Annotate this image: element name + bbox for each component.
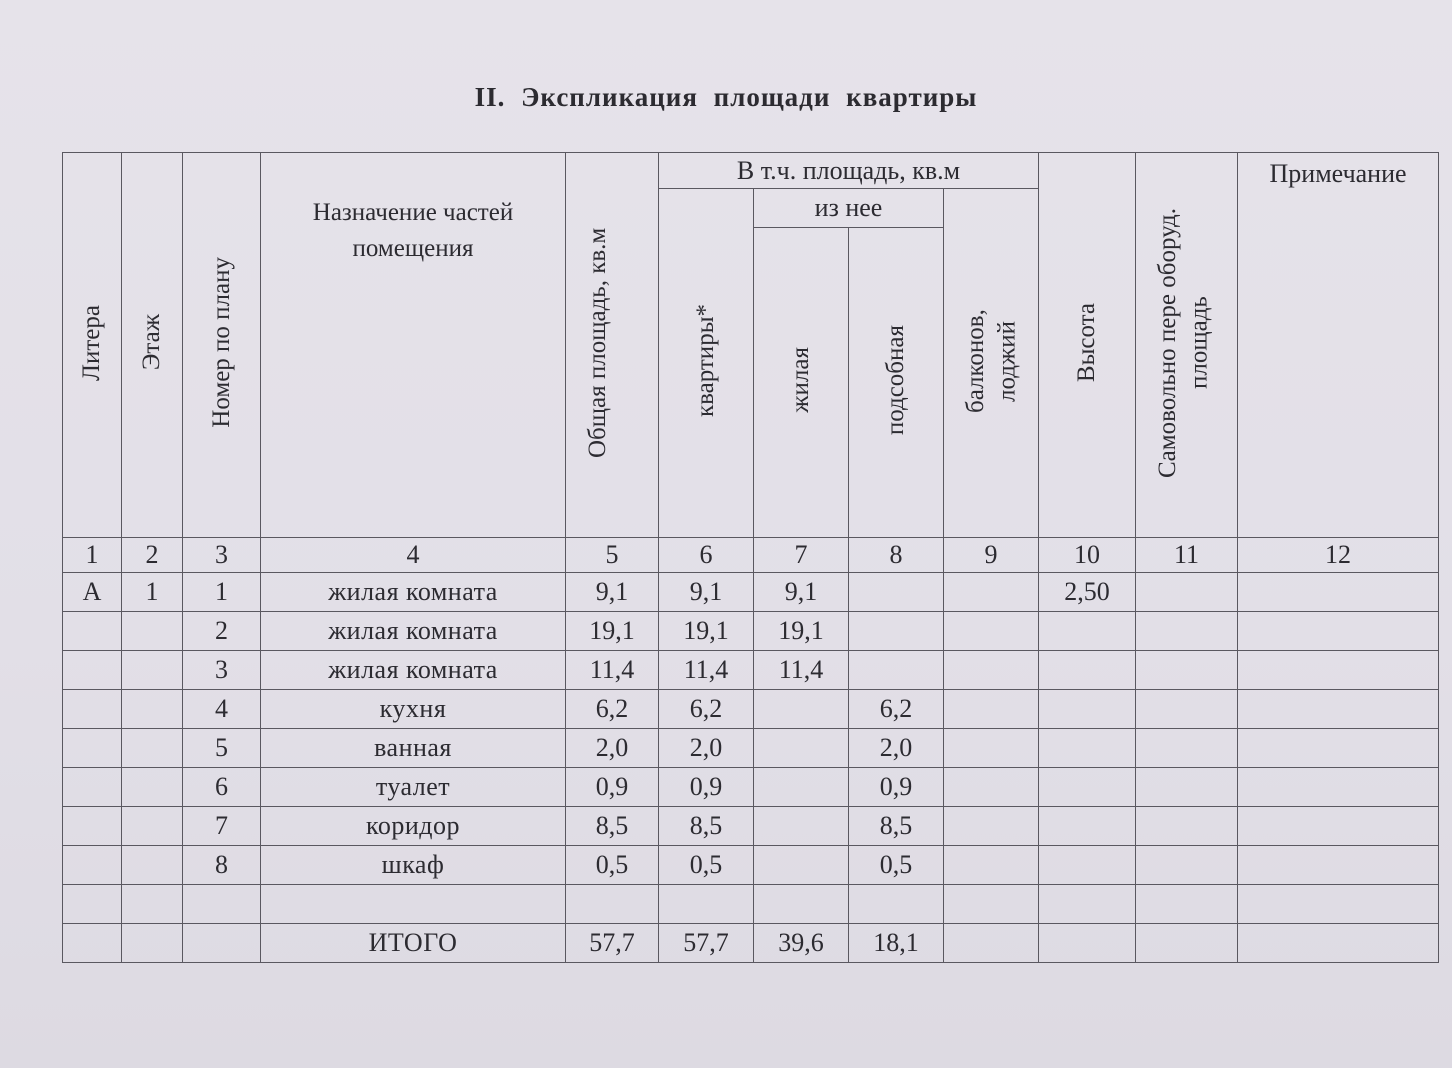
- cell-name: туалет: [261, 768, 566, 807]
- cell-vysota: [1039, 885, 1136, 924]
- cell-obshchaya: 0,5: [566, 846, 659, 885]
- cell-litera: [63, 729, 122, 768]
- cell-vysota: [1039, 924, 1136, 963]
- header-primechanie: Примечание: [1238, 153, 1439, 538]
- column-number: 4: [261, 538, 566, 573]
- cell-podsobnaya: [849, 885, 944, 924]
- cell-samovolno: [1136, 846, 1238, 885]
- cell-primechanie: [1238, 846, 1439, 885]
- cell-podsobnaya: 0,5: [849, 846, 944, 885]
- cell-podsobnaya: 18,1: [849, 924, 944, 963]
- cell-etazh: [122, 729, 183, 768]
- cell-kvartiry: 11,4: [659, 651, 754, 690]
- cell-zhilaya: 9,1: [754, 573, 849, 612]
- cell-vysota: [1039, 768, 1136, 807]
- cell-name: коридор: [261, 807, 566, 846]
- cell-podsobnaya: 6,2: [849, 690, 944, 729]
- cell-name: жилая комната: [261, 612, 566, 651]
- cell-balkonov: [944, 846, 1039, 885]
- column-number: 12: [1238, 538, 1439, 573]
- table-row: [63, 768, 1439, 807]
- cell-podsobnaya: [849, 651, 944, 690]
- cell-litera: [63, 885, 122, 924]
- table-row: [63, 573, 1439, 612]
- cell-balkonov: [944, 612, 1039, 651]
- cell-balkonov: [944, 924, 1039, 963]
- document-title: II. Экспликация площади квартиры: [474, 82, 978, 112]
- cell-litera: [63, 612, 122, 651]
- table-row: [63, 612, 1439, 651]
- cell-etazh: 1: [122, 573, 183, 612]
- explication-table: [62, 152, 1439, 963]
- cell-name: жилая комната: [261, 651, 566, 690]
- cell-vysota: [1039, 651, 1136, 690]
- cell-obshchaya: 0,9: [566, 768, 659, 807]
- cell-samovolno: [1136, 573, 1238, 612]
- header-samovolno: Самовольно пере оборуд. площадь: [1136, 153, 1238, 538]
- cell-obshchaya: 8,5: [566, 807, 659, 846]
- header-v-t-ch: В т.ч. площадь, кв.м: [659, 153, 1039, 189]
- cell-samovolno: [1136, 729, 1238, 768]
- cell-podsobnaya: [849, 573, 944, 612]
- cell-primechanie: [1238, 729, 1439, 768]
- cell-etazh: [122, 651, 183, 690]
- cell-litera: [63, 690, 122, 729]
- cell-primechanie: [1238, 651, 1439, 690]
- cell-vysota: [1039, 612, 1136, 651]
- cell-litera: [63, 807, 122, 846]
- cell-name: шкаф: [261, 846, 566, 885]
- cell-name: жилая комната: [261, 573, 566, 612]
- cell-etazh: [122, 846, 183, 885]
- column-number: 5: [566, 538, 659, 573]
- table-row: [63, 807, 1439, 846]
- cell-vysota: 2,50: [1039, 573, 1136, 612]
- cell-kvartiry: 8,5: [659, 807, 754, 846]
- header-zhilaya: жилая: [754, 228, 849, 538]
- header-vysota: Высота: [1039, 153, 1136, 538]
- cell-litera: [63, 924, 122, 963]
- cell-kvartiry: 0,9: [659, 768, 754, 807]
- cell-nomer: 7: [183, 807, 261, 846]
- cell-obshchaya: 9,1: [566, 573, 659, 612]
- cell-kvartiry: 19,1: [659, 612, 754, 651]
- cell-vysota: [1039, 729, 1136, 768]
- header-kvartiry: квартиры*: [659, 189, 754, 538]
- cell-etazh: [122, 807, 183, 846]
- cell-podsobnaya: 8,5: [849, 807, 944, 846]
- cell-balkonov: [944, 807, 1039, 846]
- cell-balkonov: [944, 768, 1039, 807]
- cell-zhilaya: 39,6: [754, 924, 849, 963]
- header-nomer: Номер по плану: [183, 153, 261, 538]
- column-numbers-row: [63, 538, 1439, 573]
- cell-obshchaya: 57,7: [566, 924, 659, 963]
- cell-zhilaya: [754, 768, 849, 807]
- cell-obshchaya: 6,2: [566, 690, 659, 729]
- cell-kvartiry: 9,1: [659, 573, 754, 612]
- cell-litera: А: [63, 573, 122, 612]
- cell-vysota: [1039, 690, 1136, 729]
- cell-podsobnaya: 2,0: [849, 729, 944, 768]
- table-row: [63, 729, 1439, 768]
- cell-kvartiry: 0,5: [659, 846, 754, 885]
- cell-nomer: 5: [183, 729, 261, 768]
- cell-kvartiry: 57,7: [659, 924, 754, 963]
- cell-zhilaya: [754, 729, 849, 768]
- cell-samovolno: [1136, 690, 1238, 729]
- header-podsobnaya: подсобная: [849, 228, 944, 538]
- table-row: [63, 651, 1439, 690]
- cell-primechanie: [1238, 885, 1439, 924]
- cell-kvartiry: 2,0: [659, 729, 754, 768]
- cell-podsobnaya: [849, 612, 944, 651]
- column-number: 8: [849, 538, 944, 573]
- cell-obshchaya: 2,0: [566, 729, 659, 768]
- cell-primechanie: [1238, 690, 1439, 729]
- cell-etazh: [122, 924, 183, 963]
- cell-primechanie: [1238, 768, 1439, 807]
- cell-nomer: 8: [183, 846, 261, 885]
- cell-zhilaya: 19,1: [754, 612, 849, 651]
- cell-kvartiry: 6,2: [659, 690, 754, 729]
- column-number: 10: [1039, 538, 1136, 573]
- column-number: 11: [1136, 538, 1238, 573]
- cell-obshchaya: 11,4: [566, 651, 659, 690]
- column-number: 3: [183, 538, 261, 573]
- cell-zhilaya: 11,4: [754, 651, 849, 690]
- column-number: 2: [122, 538, 183, 573]
- cell-kvartiry: [659, 885, 754, 924]
- cell-samovolno: [1136, 885, 1238, 924]
- table-row: [63, 690, 1439, 729]
- cell-etazh: [122, 690, 183, 729]
- cell-zhilaya: [754, 846, 849, 885]
- cell-podsobnaya: 0,9: [849, 768, 944, 807]
- cell-obshchaya: 19,1: [566, 612, 659, 651]
- cell-primechanie: [1238, 573, 1439, 612]
- cell-samovolno: [1136, 768, 1238, 807]
- cell-zhilaya: [754, 807, 849, 846]
- cell-etazh: [122, 612, 183, 651]
- table-row: [63, 846, 1439, 885]
- total-row: [63, 924, 1439, 963]
- cell-name: [261, 885, 566, 924]
- header-litera: Литера: [63, 153, 122, 538]
- cell-litera: [63, 768, 122, 807]
- cell-name: ИТОГО: [261, 924, 566, 963]
- cell-nomer: 4: [183, 690, 261, 729]
- cell-name: кухня: [261, 690, 566, 729]
- header-iz-nee: из нее: [754, 189, 944, 228]
- cell-samovolno: [1136, 807, 1238, 846]
- column-number: 6: [659, 538, 754, 573]
- cell-balkonov: [944, 690, 1039, 729]
- header-obshchaya: Общая площадь, кв.м: [566, 153, 659, 538]
- cell-balkonov: [944, 573, 1039, 612]
- cell-litera: [63, 651, 122, 690]
- cell-litera: [63, 846, 122, 885]
- cell-samovolno: [1136, 924, 1238, 963]
- cell-zhilaya: [754, 885, 849, 924]
- cell-etazh: [122, 768, 183, 807]
- cell-nomer: 1: [183, 573, 261, 612]
- cell-nomer: 6: [183, 768, 261, 807]
- cell-zhilaya: [754, 690, 849, 729]
- cell-samovolno: [1136, 651, 1238, 690]
- cell-nomer: [183, 924, 261, 963]
- cell-vysota: [1039, 807, 1136, 846]
- header-balkonov: балконов, лоджий: [944, 189, 1039, 538]
- cell-obshchaya: [566, 885, 659, 924]
- cell-samovolno: [1136, 612, 1238, 651]
- cell-name: ванная: [261, 729, 566, 768]
- cell-primechanie: [1238, 924, 1439, 963]
- cell-etazh: [122, 885, 183, 924]
- column-number: 1: [63, 538, 122, 573]
- column-number: 9: [944, 538, 1039, 573]
- header-naznachenie: Назначение частей помещения: [261, 153, 566, 538]
- cell-primechanie: [1238, 612, 1439, 651]
- cell-vysota: [1039, 846, 1136, 885]
- cell-nomer: 3: [183, 651, 261, 690]
- column-number: 7: [754, 538, 849, 573]
- table-row: [63, 885, 1439, 924]
- cell-primechanie: [1238, 807, 1439, 846]
- header-etazh: Этаж: [122, 153, 183, 538]
- cell-balkonov: [944, 729, 1039, 768]
- cell-balkonov: [944, 651, 1039, 690]
- cell-balkonov: [944, 885, 1039, 924]
- cell-nomer: [183, 885, 261, 924]
- cell-nomer: 2: [183, 612, 261, 651]
